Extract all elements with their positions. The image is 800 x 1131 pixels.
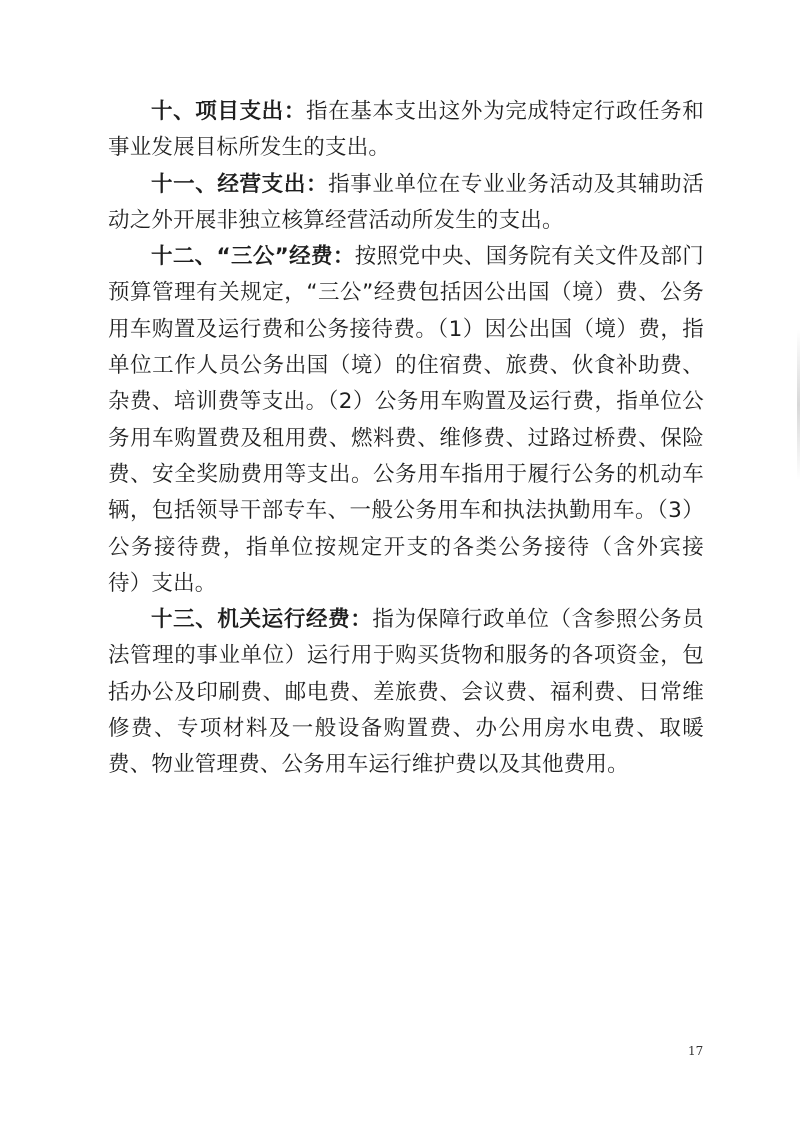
term-heading: 十、项目支出： (151, 99, 306, 124)
term-definition: 指为保障行政单位（含参照公务员法管理的事业单位）运行用于购买货物和服务的各项资金，包括办公及印刷费、邮电费、差旅费、会议费、福利费、日常维修费、专项材料及一般设备购置费、办公用房水电费、取暖费、物业管理费、公务用车运行维护费以及其他费用。 (108, 607, 704, 778)
page-number: 17 (688, 1044, 704, 1058)
term-heading: 十一、经营支出： (151, 171, 329, 197)
term-definition: 指事业单位在专业业务活动及其辅助活动之外开展非独立核算经营活动所发生的支出。 (108, 171, 705, 233)
body-text (108, 94, 704, 784)
paragraph-agency-operating-funds (108, 602, 704, 783)
paragraph-operating-expenditure (108, 167, 704, 240)
paragraph-three-public-expenses (108, 239, 704, 602)
term-heading: 十三、机关运行经费： (151, 607, 373, 633)
term-heading: 十二、“三公”经费： (151, 244, 355, 270)
term-definition: 按照党中央、国务院有关文件及部门预算管理有关规定，“三公”经费包括因公出国（境）费、公务用车购置及运行费和公务接待费。（1）因公出国（境）费，指单位工作人员公务出国（境）的住宿费、旅费、伙食补助费、杂费、培训费等支出。（2）公务用车购置及运行费，指单位公务用车购置费及租用费、燃料费、维修费、过路过桥费、保险费、安全奖励费用等支出。公务用车指用于履行公务的机动车辆，包括领导干部专车、一般公务用车和执法执勤用车。（3）公务接待费，指单位按规定开支的各类公务接待（含外宾接待）支出。 (108, 244, 705, 596)
term-definition: 指在基本支出这外为完成特定行政任务和事业发展目标所发生的支出。 (108, 99, 704, 161)
paragraph-project-expenditure (108, 94, 704, 167)
